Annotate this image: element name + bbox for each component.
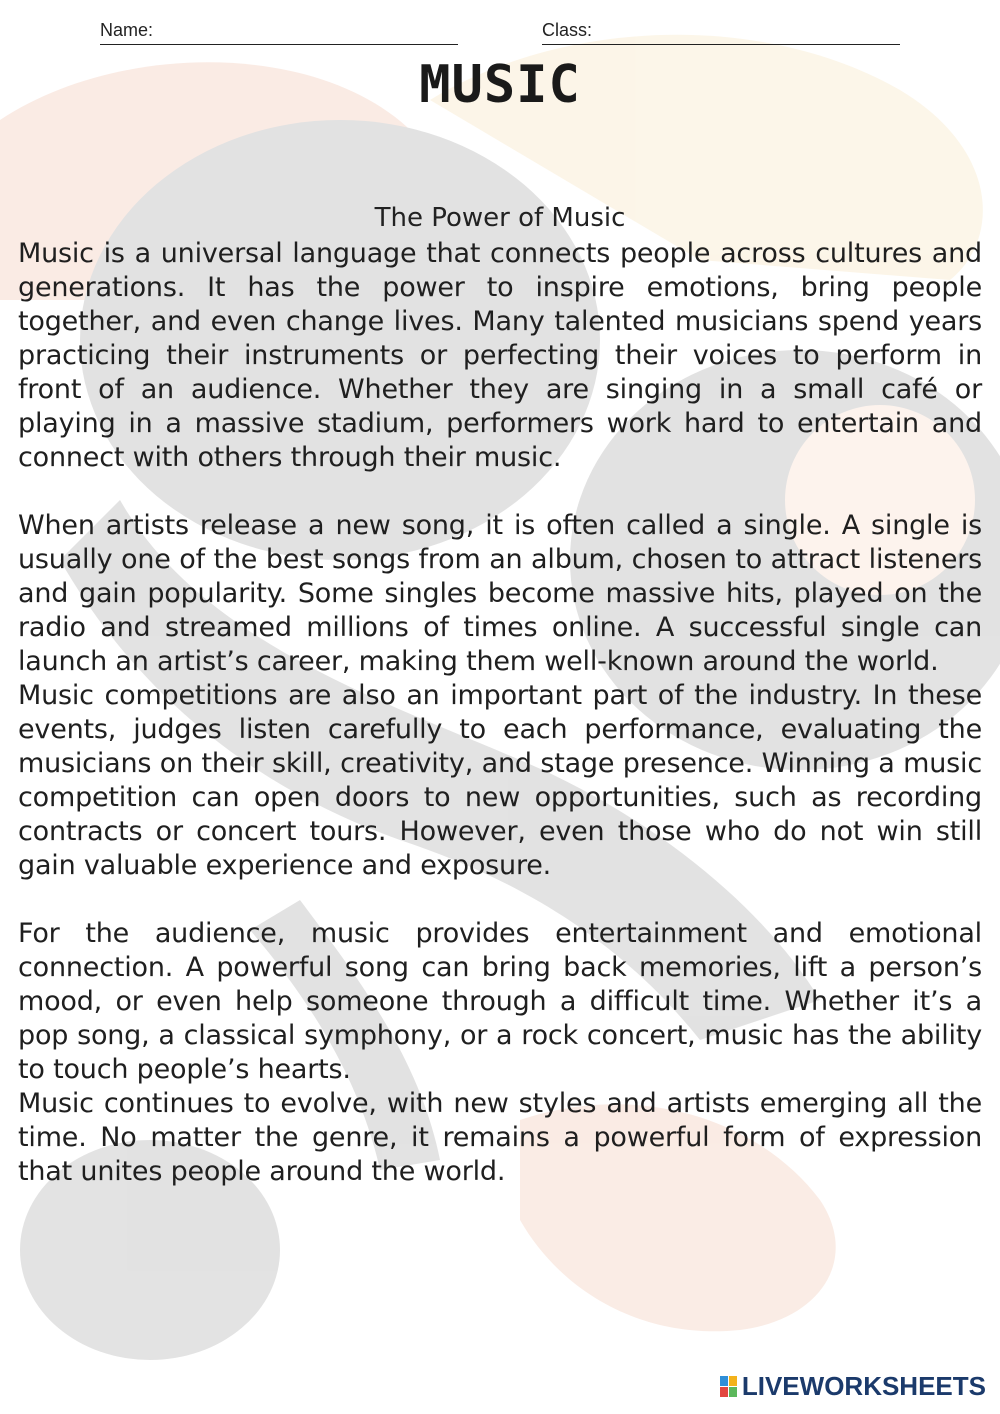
brand-logo-icon xyxy=(720,1376,738,1398)
name-field[interactable] xyxy=(100,16,458,45)
page-title: MUSIC xyxy=(419,55,581,115)
paragraph-5: Music continues to evolve, with new styles and artists emerging all the time. No matter the genre, it remains a powerful form of expression that unites people around the world. xyxy=(18,1088,982,1187)
paragraph-2: When artists release a new song, it is often called a single. A single is usually one of the best songs from an album, chosen to attract listeners and gain popularity. Some singles become massive hits, played on the radio and streamed millions of times online. A successful single can launch an artist’s career, making them well-known around the world. xyxy=(18,510,982,677)
paragraph-4: For the audience, music provides entertainment and emotional connection. A powerful song can bring back memories, lift a person’s mood, or even help someone through a difficult time. Whether it’s a pop song, a classical symphony, or a rock concert, music has the ability to touch people’s hearts. xyxy=(18,918,982,1085)
reading-title: The Power of Music xyxy=(374,203,626,233)
class-field[interactable] xyxy=(542,16,900,45)
paragraph-1: Music is a universal language that connects people across cultures and generations. It has the power to inspire emotions, bring people together, and even change lives. Many talented musicians spend years practicing their instruments or perfecting their voices to perform in front of an audience. Whether they are singing in a small café or playing in a massive stadium, performers work hard to entertain and connect with others through their music. xyxy=(18,238,982,473)
reading-passage xyxy=(18,237,982,1189)
liveworksheets-logo xyxy=(720,1371,986,1402)
class-label: Class: xyxy=(542,20,593,40)
worksheet-header xyxy=(0,16,1000,46)
brand-text: LIVEWORKSHEETS xyxy=(741,1371,986,1401)
name-label: Name: xyxy=(100,20,154,40)
paragraph-3: Music competitions are also an important part of the industry. In these events, judges listen carefully to each performance, evaluating the musicians on their skill, creativity, and stage presence. Winning a music competition can open doors to new opportunities, such as recording contracts or concert tours. However, even those who do not win still gain valuable experience and exposure. xyxy=(18,680,982,881)
